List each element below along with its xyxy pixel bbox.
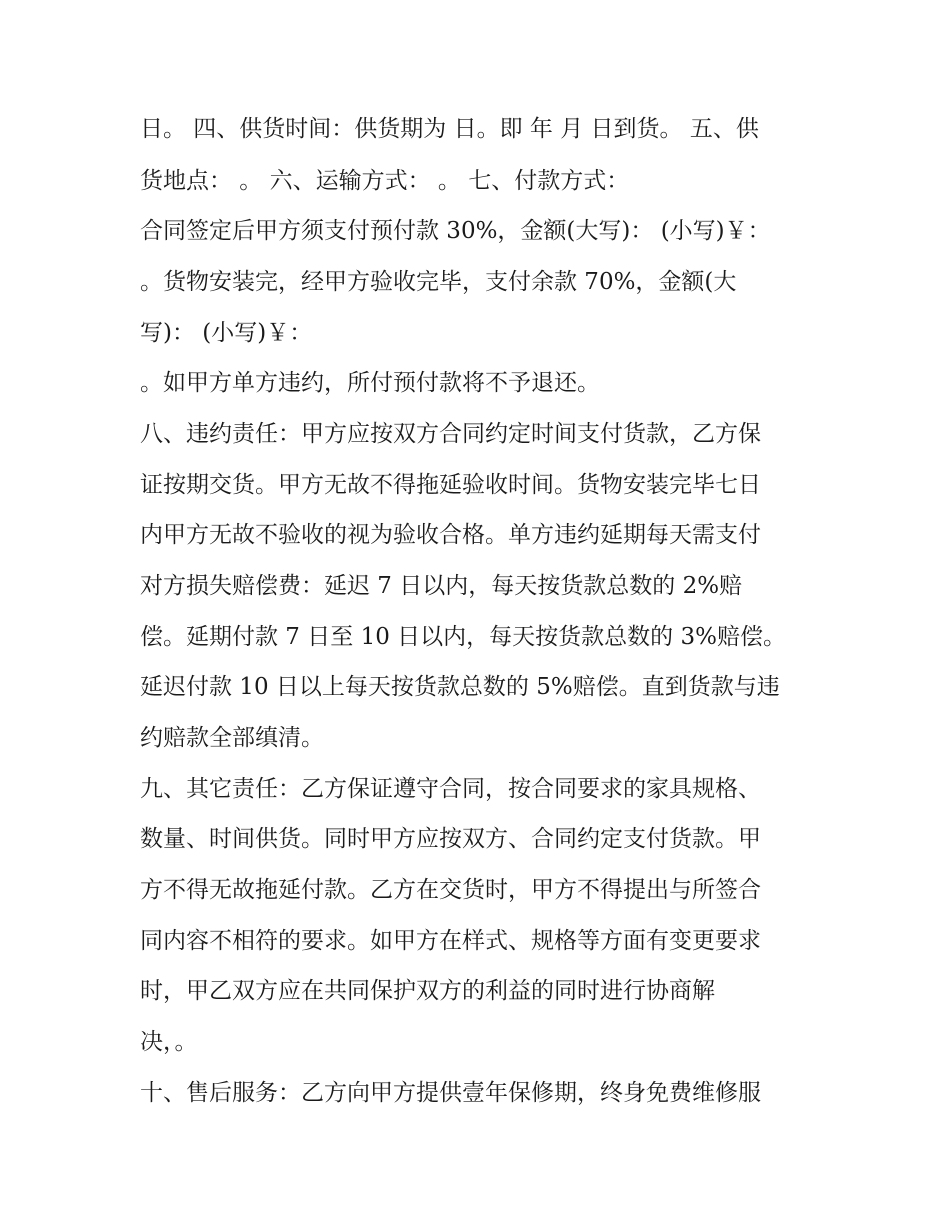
text-line: 内甲方无故不验收的视为验收合格。单方违约延期每天需支付 [140, 522, 761, 548]
text-line: 约赔款全部缜清。 [140, 725, 324, 751]
text-line: 证按期交货。甲方无故不得拖延验收时间。货物安装完毕七日 [140, 472, 761, 498]
text-line: 日。 四、供货时间：供货期为 日。即 年 月 日到货。 五、供 [140, 116, 759, 142]
text-line: 偿。延期付款 7 日至 10 日以内，每天按货款总数的 3%赔偿。 [140, 624, 786, 650]
text-line: 写)： (小写)￥： [140, 320, 313, 346]
text-line: 九、其它责任：乙方保证遵守合同，按合同要求的家具规格、 [140, 776, 761, 802]
text-line: 延迟付款 10 日以上每天按货款总数的 5%赔偿。直到货款与违 [140, 674, 780, 700]
text-line: 方不得无故拖延付款。乙方在交货时，甲方不得提出与所签合 [140, 877, 761, 903]
text-line: 决，。 [140, 1029, 198, 1055]
text-line: 。如甲方单方违约，所付预付款将不予退还。 [140, 370, 600, 396]
text-line: 货地点： 。 六、运输方式： 。 七、付款方式： [140, 168, 630, 194]
text-line: 十、售后服务：乙方向甲方提供壹年保修期，终身免费维修服 [140, 1080, 761, 1106]
text-line: 数量、时间供货。同时甲方应按双方、合同约定支付货款。甲 [140, 826, 761, 852]
text-line: 。货物安装完，经甲方验收完毕，支付余款 70%，金额(大 [140, 269, 737, 295]
text-line: 八、违约责任：甲方应按双方合同约定时间支付货款，乙方保 [140, 421, 761, 447]
text-line: 时，甲乙双方应在共同保护双方的利益的同时进行协商解 [140, 978, 715, 1004]
text-line: 合同签定后甲方须支付预付款 30%，金额(大写)： (小写)￥： [140, 218, 771, 244]
text-line: 同内容不相符的要求。如甲方在样式、规格等方面有变更要求 [140, 928, 761, 954]
text-line: 对方损失赔偿费：延迟 7 日以内，每天按货款总数的 2%赔 [140, 573, 743, 599]
